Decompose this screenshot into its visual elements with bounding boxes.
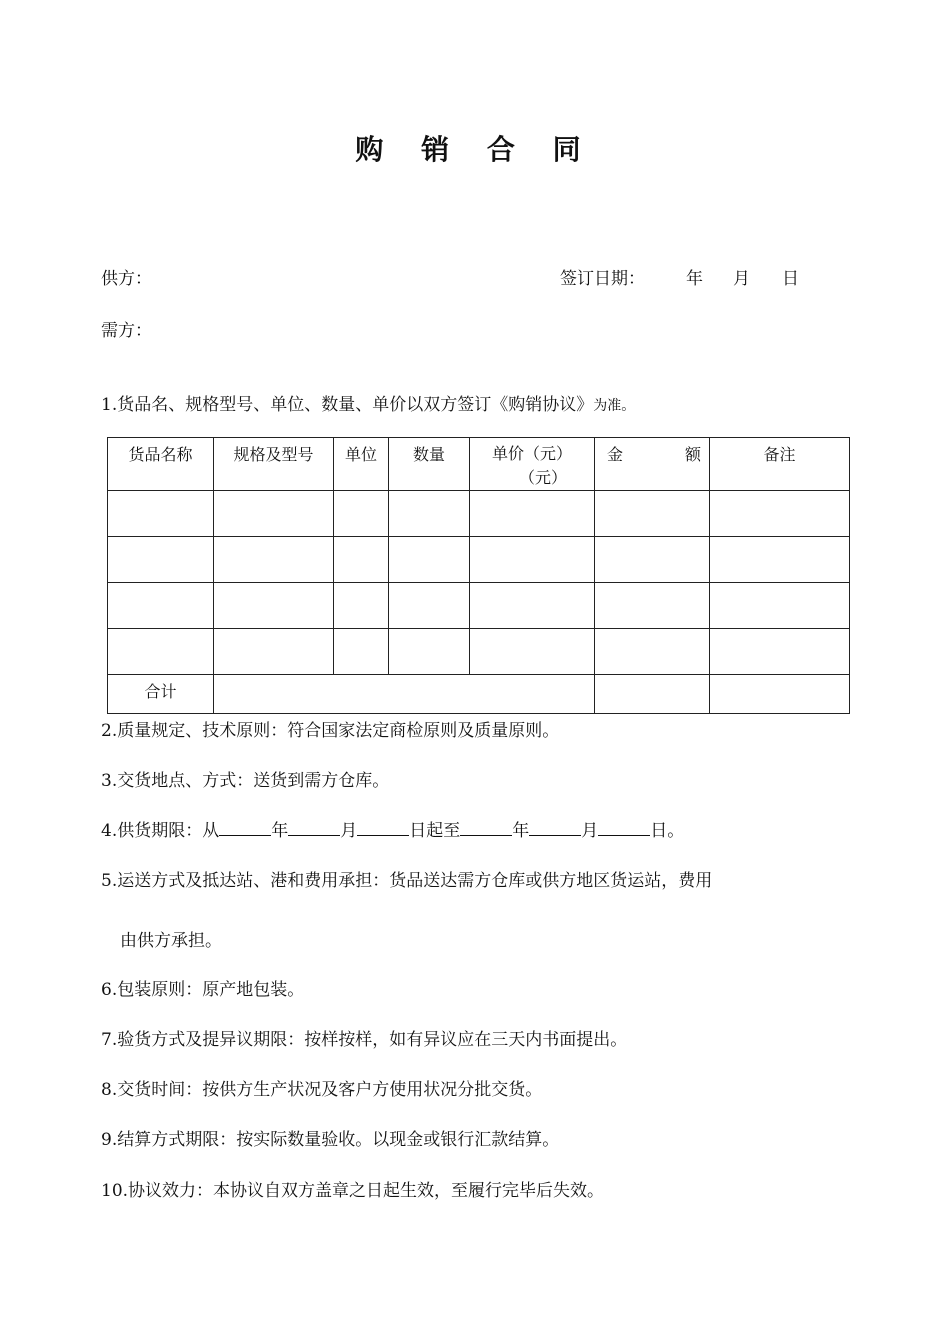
table-cell[interactable] — [710, 629, 850, 675]
clause-4-day-end: 日。 — [650, 821, 685, 841]
clause-4-day-start: 日起至 — [409, 821, 461, 841]
table-cell[interactable] — [334, 537, 389, 583]
table-cell[interactable] — [710, 583, 850, 629]
table-cell[interactable] — [214, 491, 334, 537]
clause-4-year: 年 — [271, 821, 289, 841]
clause-2: 2.质量规定、技术原则：符合国家法定商检原则及质量原则。 — [101, 721, 560, 741]
table-cell[interactable] — [389, 629, 470, 675]
table-cell[interactable] — [389, 491, 470, 537]
end-month-blank[interactable] — [529, 819, 581, 836]
header-price — [470, 438, 595, 491]
clause-1-main: 1.货品名、规格型号、单位、数量、单价以双方签订《购销协议》 — [101, 395, 594, 415]
table-cell[interactable] — [108, 583, 214, 629]
table-cell[interactable] — [334, 583, 389, 629]
table-row — [108, 537, 850, 583]
header-qty: 数量 — [389, 438, 470, 491]
clause-5-line2: 由供方承担。 — [120, 931, 222, 951]
table-cell[interactable] — [470, 583, 595, 629]
table-cell[interactable] — [595, 629, 710, 675]
table-cell[interactable] — [334, 629, 389, 675]
goods-table — [107, 437, 850, 714]
clause-8: 8.交货时间：按供方生产状况及客户方使用状况分批交货。 — [101, 1080, 543, 1100]
table-row — [108, 629, 850, 675]
header-amount-a: 金 — [607, 445, 624, 464]
header-amount-b: 额 — [684, 445, 701, 464]
table-cell[interactable] — [595, 537, 710, 583]
total-label: 合计 — [108, 675, 214, 714]
sign-date-year: 年 — [686, 269, 703, 289]
clause-5-line1: 5.运送方式及抵达站、港和费用承担：货品送达需方仓库或供方地区货运站，费用 — [101, 871, 713, 891]
start-day-blank[interactable] — [357, 819, 409, 836]
table-cell[interactable] — [710, 537, 850, 583]
clause-1 — [101, 390, 635, 415]
end-year-blank[interactable] — [460, 819, 512, 836]
clause-3: 3.交货地点、方式：送货到需方仓库。 — [101, 771, 390, 791]
supplier-label: 供方： — [101, 269, 152, 289]
sign-date-label: 签订日期： — [560, 269, 645, 289]
clause-7: 7.验货方式及提异议期限：按样按样，如有异议应在三天内书面提出。 — [101, 1030, 628, 1050]
clause-4-month: 月 — [340, 821, 358, 841]
clause-6: 6.包装原则：原产地包装。 — [101, 980, 305, 1000]
table-cell[interactable] — [470, 491, 595, 537]
clause-4 — [101, 816, 684, 841]
clause-10: 10.协议效力：本协议自双方盖章之日起生效，至履行完毕后失效。 — [101, 1181, 605, 1201]
table-cell[interactable] — [334, 491, 389, 537]
document-title: 购 销 合 同 — [355, 133, 595, 166]
table-header-row — [108, 438, 850, 491]
table-cell[interactable] — [389, 537, 470, 583]
table-total-row — [108, 675, 850, 714]
table-cell[interactable] — [214, 583, 334, 629]
table-row — [108, 583, 850, 629]
clause-4-month2: 月 — [581, 821, 599, 841]
table-cell[interactable] — [470, 537, 595, 583]
clause-4-prefix: 4.供货期限：从 — [101, 821, 220, 841]
clause-1-tail: 为准。 — [593, 398, 636, 414]
table-cell[interactable] — [710, 491, 850, 537]
table-cell[interactable] — [470, 629, 595, 675]
end-day-blank[interactable] — [598, 819, 650, 836]
total-remark-cell[interactable] — [710, 675, 850, 714]
header-price-line2: （元） — [518, 468, 567, 487]
sign-date-day: 日 — [782, 269, 799, 289]
clause-9: 9.结算方式期限：按实际数量验收。以现金或银行汇款结算。 — [101, 1130, 560, 1150]
header-spec: 规格及型号 — [214, 438, 334, 491]
start-month-blank[interactable] — [288, 819, 340, 836]
header-price-line1: 单价（元） — [491, 444, 572, 463]
table-cell[interactable] — [595, 491, 710, 537]
header-amount — [595, 438, 710, 491]
table-cell[interactable] — [108, 491, 214, 537]
table-cell[interactable] — [595, 583, 710, 629]
header-remark: 备注 — [710, 438, 850, 491]
sign-date-month: 月 — [733, 269, 750, 289]
table-cell[interactable] — [108, 537, 214, 583]
start-year-blank[interactable] — [219, 819, 271, 836]
header-unit: 单位 — [334, 438, 389, 491]
clause-4-year2: 年 — [512, 821, 530, 841]
header-goods-name: 货品名称 — [108, 438, 214, 491]
table-cell[interactable] — [108, 629, 214, 675]
total-amount-cell[interactable] — [595, 675, 710, 714]
table-row — [108, 491, 850, 537]
total-merged-cell[interactable] — [214, 675, 595, 714]
buyer-label: 需方： — [101, 321, 152, 341]
table-cell[interactable] — [389, 583, 470, 629]
table-cell[interactable] — [214, 629, 334, 675]
table-cell[interactable] — [214, 537, 334, 583]
